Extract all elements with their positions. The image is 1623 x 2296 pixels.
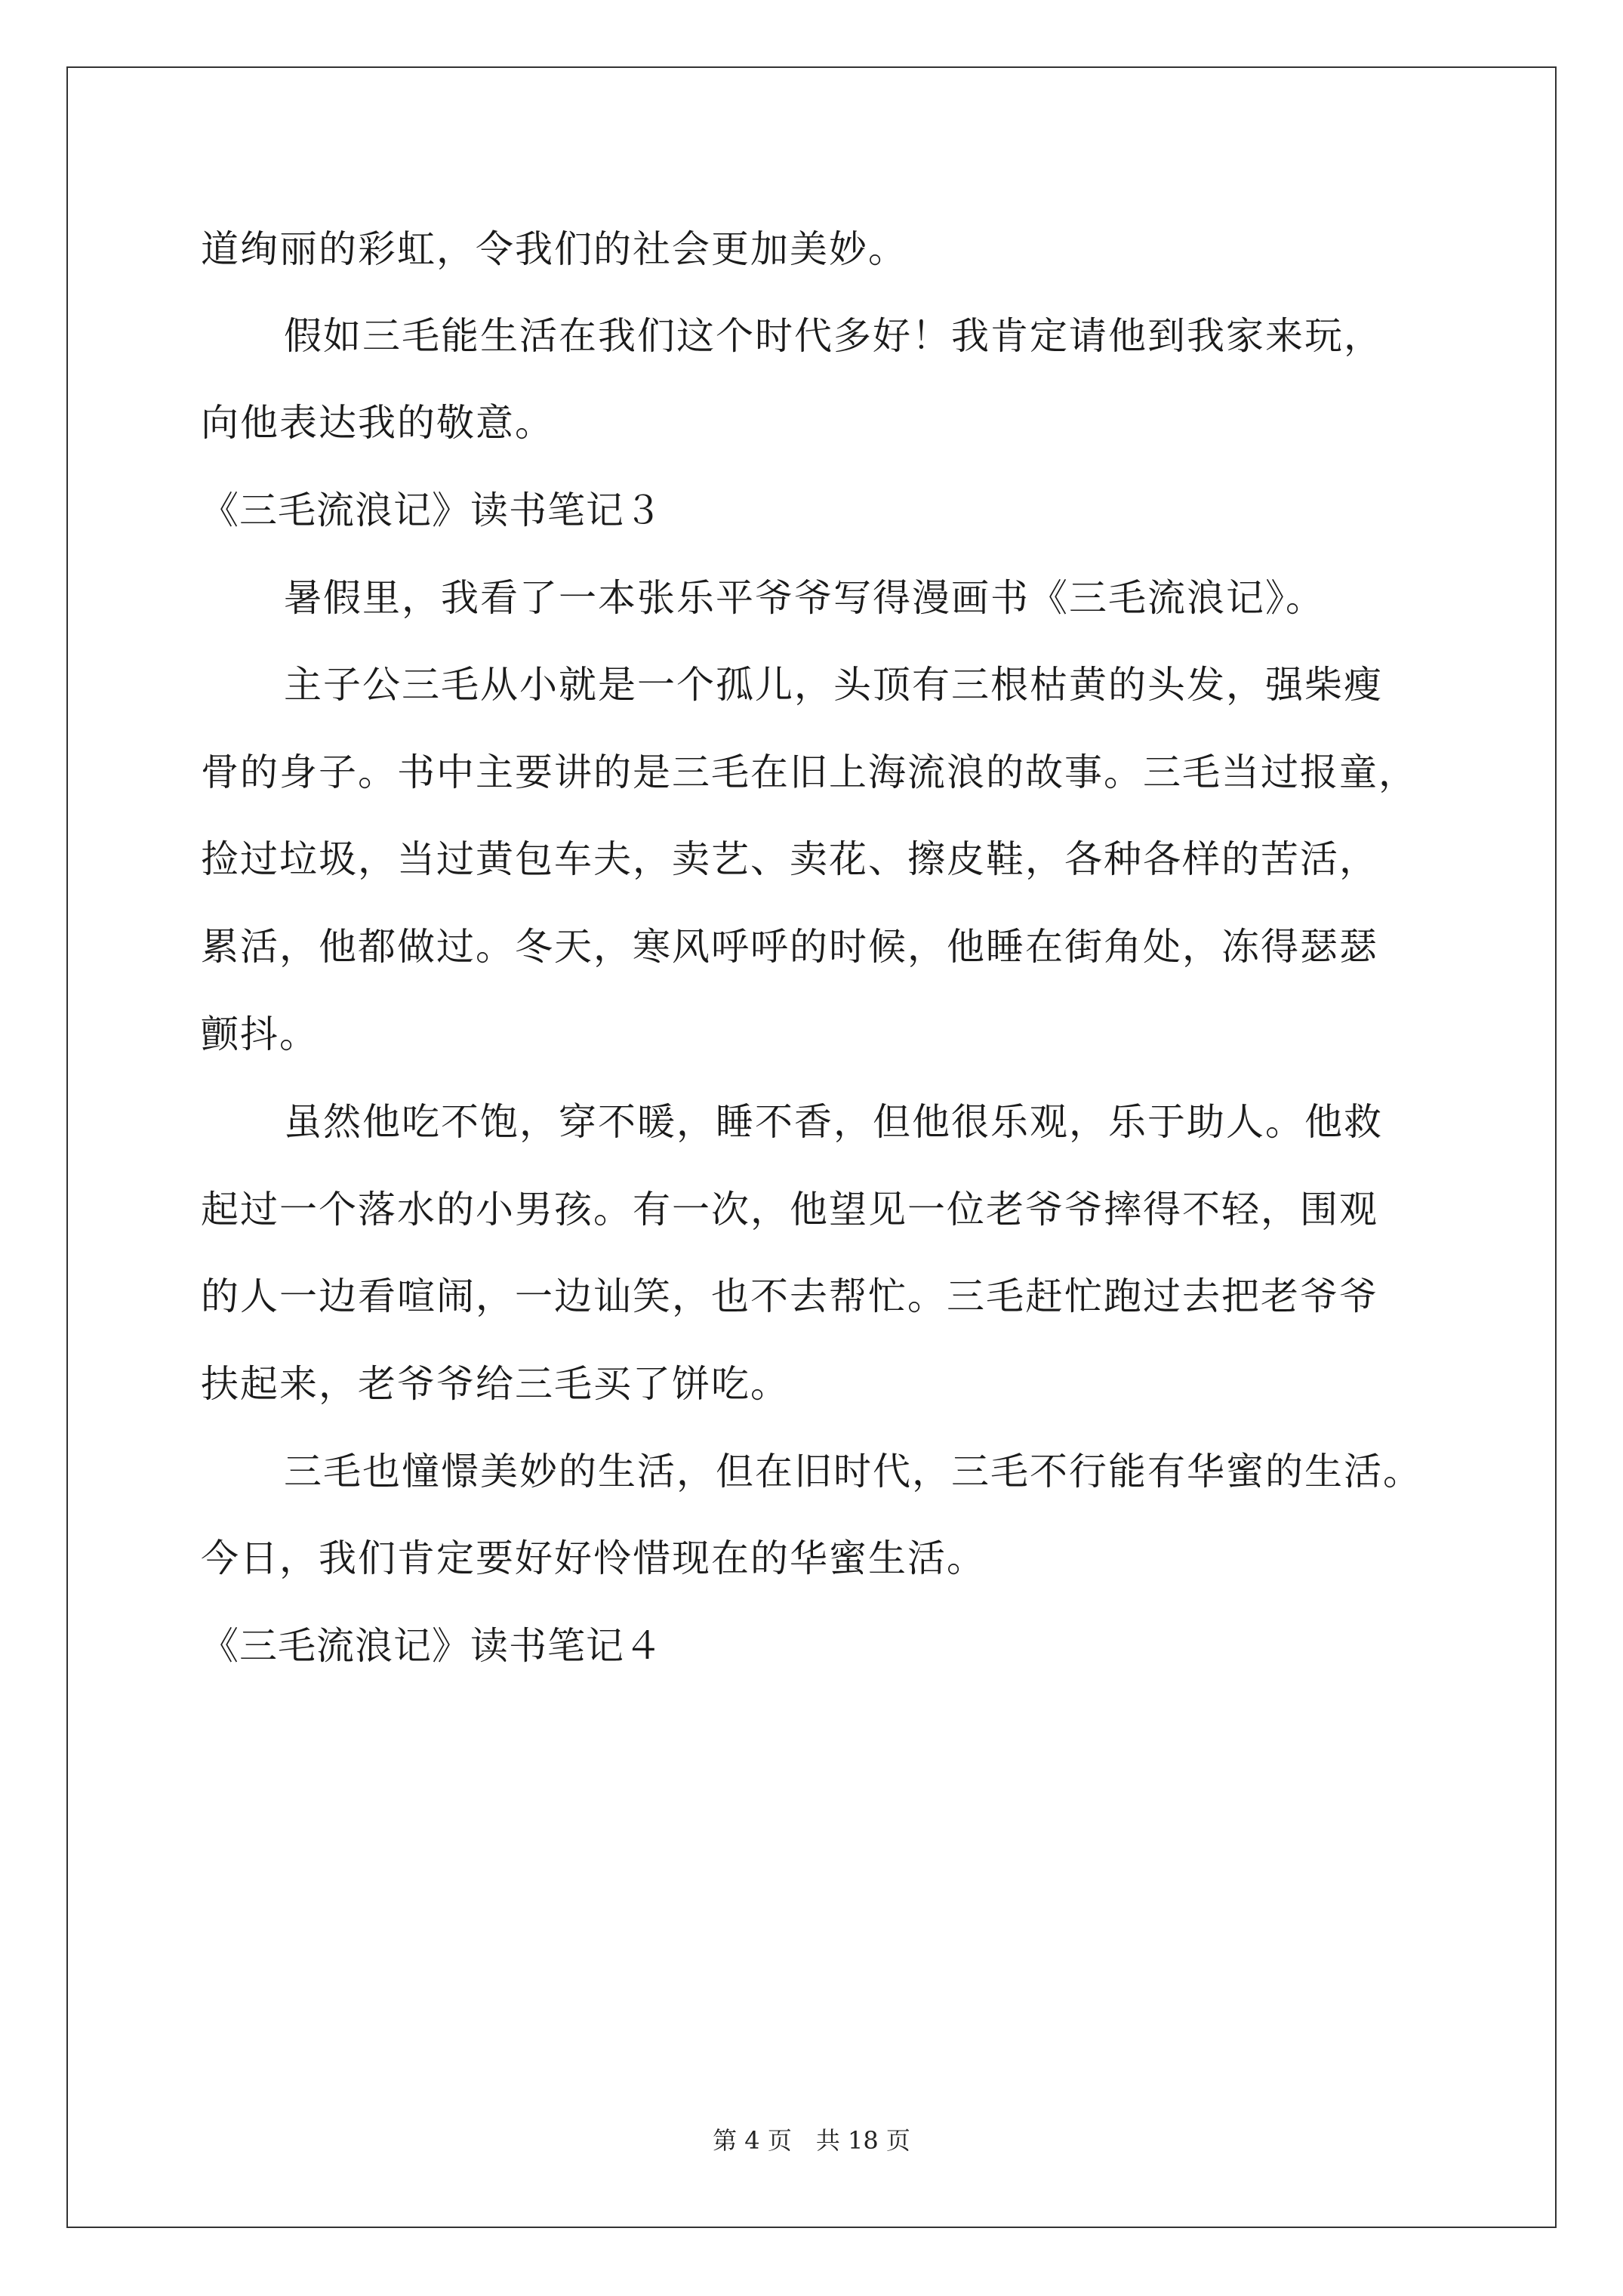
page-border: [66, 66, 1557, 2228]
section-heading: 《三毛流浪记》读书笔记３: [201, 488, 663, 532]
paragraph-line: 颤抖。: [201, 1012, 319, 1056]
paragraph-line: 累活，他都做过。冬天，寒风呼呼的时候，他睡在街角处，冻得瑟瑟: [201, 925, 1378, 969]
page-number: 第 4 页 共 18 页: [713, 2126, 910, 2155]
paragraph-line: 虽然他吃不饱，穿不暖，睡不香，但他很乐观，乐于助人。他救: [284, 1100, 1383, 1144]
paragraph-line: 向他表达我的敬意。: [201, 401, 554, 445]
paragraph-line: 主子公三毛从小就是一个孤儿，头顶有三根枯黄的头发，强柴瘦: [284, 663, 1383, 707]
paragraph-line: 捡过垃圾，当过黄包车夫，卖艺、卖花、擦皮鞋，各种各样的苦活，: [201, 837, 1378, 881]
paragraph-line: 道绚丽的彩虹，令我们的社会更加美妙。: [201, 227, 907, 271]
paragraph-line: 今日，我们肯定要好好怜惜现在的华蜜生活。: [201, 1536, 986, 1580]
paragraph-line: 假如三毛能生活在我们这个时代多好！我肯定请他到我家来玩，: [284, 314, 1383, 358]
paragraph-line: 三毛也憧憬美妙的生活，但在旧时代，三毛不行能有华蜜的生活。: [284, 1450, 1422, 1493]
paragraph-line: 骨的身子。书中主要讲的是三毛在旧上海流浪的故事。三毛当过报童，: [201, 750, 1418, 794]
paragraph-line: 暑假里，我看了一本张乐平爷爷写得漫画书《三毛流浪记》。: [284, 576, 1325, 620]
section-heading: 《三毛流浪记》读书笔记４: [201, 1624, 663, 1668]
paragraph-line: 起过一个落水的小男孩。有一次，他望见一位老爷爷摔得不轻，围观: [201, 1188, 1378, 1231]
paragraph-line: 的人一边看喧闹，一边讪笑，也不去帮忙。三毛赶忙跑过去把老爷爷: [201, 1274, 1378, 1318]
paragraph-line: 扶起来，老爷爷给三毛买了饼吃。: [201, 1362, 790, 1406]
